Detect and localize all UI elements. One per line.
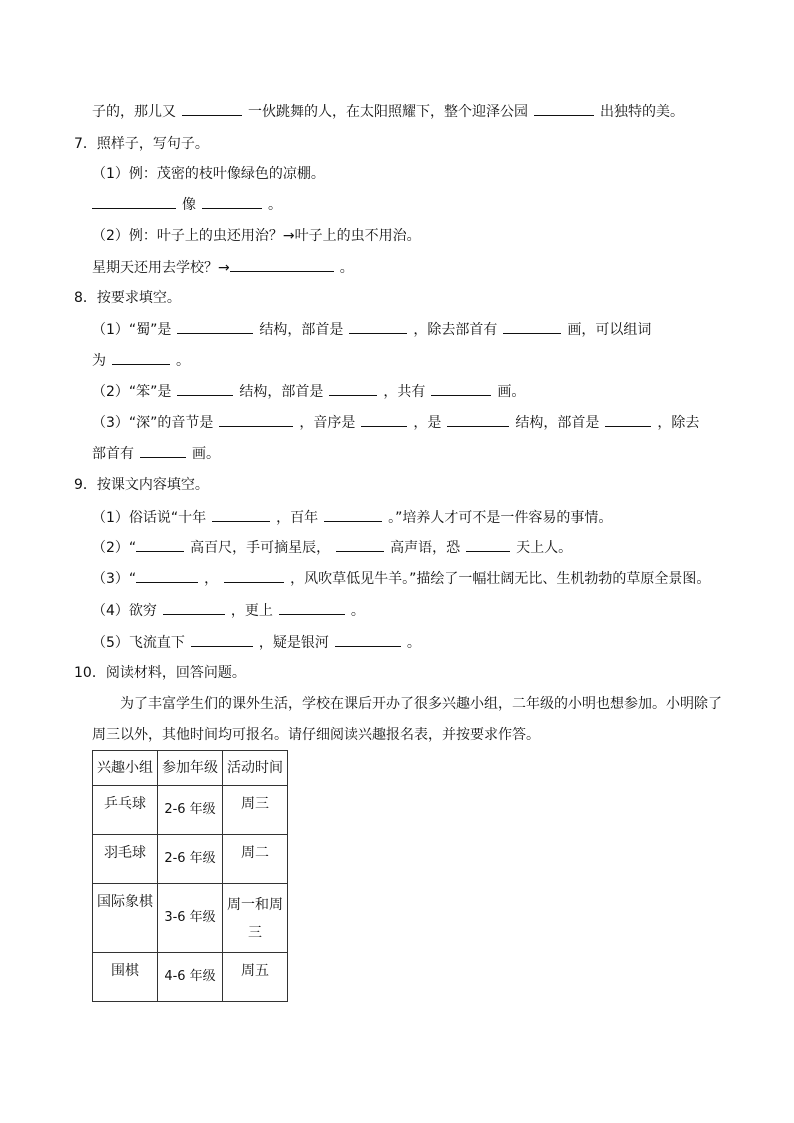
- answer-blank[interactable]: [335, 632, 401, 647]
- text-segment: （1）“蜀”是: [92, 322, 172, 338]
- text-segment: 。: [339, 260, 354, 276]
- answer-blank[interactable]: [466, 537, 510, 552]
- table-cell: 围棋: [93, 953, 158, 1002]
- answer-blank[interactable]: [224, 568, 284, 583]
- table-row: [93, 884, 288, 953]
- text-segment: 星期天还用去学校？→: [92, 260, 230, 276]
- text-segment: 结构，部首是: [259, 322, 344, 338]
- question-8-title: 8．按要求填空。: [74, 290, 181, 306]
- table-cell: 3-6 年级: [158, 884, 223, 953]
- q10-paragraph-line-1: 为了丰富学生们的课外生活，学校在课后开办了很多兴趣小组，二年级的小明也想参加。小明除了: [120, 696, 722, 712]
- text-segment: ，除去: [657, 415, 700, 431]
- q8-line-3: [92, 412, 699, 433]
- q7-answer-line-2: [92, 257, 354, 278]
- answer-blank[interactable]: [163, 600, 225, 615]
- text-segment: （3）“深”的音节是: [92, 415, 214, 431]
- text-segment: 部首有: [92, 446, 134, 462]
- table-cell: 羽毛球: [93, 835, 158, 884]
- table-header-cell: 活动时间: [223, 751, 288, 786]
- text-segment: ，共有: [383, 384, 426, 400]
- question-9-title: 9．按课文内容填空。: [74, 477, 209, 493]
- answer-blank[interactable]: [202, 194, 262, 209]
- q9-line-3: [92, 568, 710, 589]
- continuation-line: [92, 101, 684, 122]
- text-segment: 结构，部首是: [239, 384, 324, 400]
- q9-line-2: [92, 537, 572, 558]
- text-segment: ，是: [413, 415, 442, 431]
- table-cell: 国际象棋: [93, 884, 158, 953]
- answer-blank[interactable]: [177, 381, 233, 396]
- table-cell: 周三: [223, 786, 288, 835]
- text-segment: （2）“: [92, 540, 137, 556]
- text-segment: （4）欲穷: [92, 603, 157, 619]
- text-segment: ，: [204, 571, 219, 587]
- text-segment: 。”培养人才可不是一件容易的事情。: [388, 510, 613, 526]
- text-segment: 一伙跳舞的人，在太阳照耀下，整个迎泽公园: [248, 104, 528, 120]
- text-segment: ，音序是: [299, 415, 356, 431]
- text-segment: 。: [268, 197, 282, 213]
- answer-blank[interactable]: [534, 101, 594, 116]
- text-segment: ，百年: [276, 510, 319, 526]
- answer-blank[interactable]: [182, 101, 242, 116]
- text-segment: ，除去部首有: [413, 322, 498, 338]
- table-cell: 周五: [223, 953, 288, 1002]
- interest-group-table: [92, 750, 288, 1002]
- answer-blank[interactable]: [324, 507, 382, 522]
- answer-blank[interactable]: [177, 319, 253, 334]
- question-10-title: 10．阅读材料，回答问题。: [74, 665, 246, 681]
- table-row: [93, 786, 288, 835]
- answer-blank[interactable]: [279, 600, 345, 615]
- table-row: [93, 953, 288, 1002]
- question-7-title: 7．照样子，写句子。: [74, 136, 209, 152]
- text-segment: 画。: [192, 446, 220, 462]
- answer-blank[interactable]: [212, 507, 270, 522]
- table-cell: 2-6 年级: [158, 835, 223, 884]
- answer-blank[interactable]: [349, 319, 407, 334]
- text-segment: 天上人。: [516, 540, 573, 556]
- table-cell: 乒乓球: [93, 786, 158, 835]
- table-header-row: [93, 751, 288, 786]
- answer-blank[interactable]: [336, 537, 384, 552]
- answer-blank[interactable]: [136, 537, 184, 552]
- text-segment: 。: [176, 353, 190, 369]
- answer-blank[interactable]: [431, 381, 491, 396]
- text-segment: ，风吹草低见牛羊。”描绘了一幅壮阔无比、生机勃勃的草原全景图。: [290, 571, 711, 587]
- answer-blank[interactable]: [140, 443, 186, 458]
- q7-example-2: （2）例：叶子上的虫还用治？→叶子上的虫不用治。: [92, 228, 421, 244]
- text-segment: 子的，那儿又: [92, 104, 176, 120]
- text-segment: （5）飞流直下: [92, 635, 185, 651]
- table-header-cell: 参加年级: [158, 751, 223, 786]
- table-header-cell: 兴趣小组: [93, 751, 158, 786]
- q9-line-4: [92, 600, 365, 621]
- table-row: [93, 835, 288, 884]
- text-segment: 。: [350, 603, 365, 619]
- answer-blank[interactable]: [191, 632, 253, 647]
- answer-blank[interactable]: [329, 381, 377, 396]
- q9-line-5: [92, 632, 421, 653]
- q8-line-1b: [92, 350, 190, 371]
- answer-blank[interactable]: [219, 412, 293, 427]
- table-cell: 周二: [223, 835, 288, 884]
- answer-blank[interactable]: [503, 319, 561, 334]
- table-cell: 2-6 年级: [158, 786, 223, 835]
- answer-blank[interactable]: [112, 350, 170, 365]
- q7-answer-line-1: [92, 194, 282, 215]
- text-segment: ，疑是银河: [258, 635, 329, 651]
- text-segment: 高百尺，手可摘星辰，: [190, 540, 331, 556]
- text-segment: （2）“笨”是: [92, 384, 172, 400]
- answer-blank[interactable]: [92, 194, 176, 209]
- q8-line-1: [92, 319, 651, 340]
- answer-blank[interactable]: [136, 568, 198, 583]
- text-segment: 画。: [497, 384, 526, 400]
- q7-example-1: （1）例：茂密的枝叶像绿色的凉棚。: [92, 166, 325, 182]
- text-segment: 像: [182, 197, 196, 213]
- text-segment: 为: [92, 353, 106, 369]
- answer-blank[interactable]: [230, 257, 334, 272]
- text-segment: 出独特的美。: [600, 104, 684, 120]
- q9-line-1: [92, 507, 612, 528]
- text-segment: 高声语，恐: [390, 540, 461, 556]
- text-segment: 画，可以组词: [567, 322, 652, 338]
- answer-blank[interactable]: [605, 412, 651, 427]
- text-segment: （3）“: [92, 571, 137, 587]
- q8-line-2: [92, 381, 525, 402]
- text-segment: ，更上: [230, 603, 273, 619]
- q8-line-3b: [92, 443, 220, 464]
- q10-paragraph-line-2: 周三以外，其他时间均可报名。请仔细阅读兴趣报名表，并按要求作答。: [92, 727, 540, 743]
- answer-blank[interactable]: [361, 412, 407, 427]
- text-segment: 结构，部首是: [515, 415, 600, 431]
- table-cell: 4-6 年级: [158, 953, 223, 1002]
- text-segment: 。: [406, 635, 421, 651]
- table-cell: 周一和周三: [223, 884, 288, 953]
- answer-blank[interactable]: [447, 412, 509, 427]
- text-segment: （1）俗话说“十年: [92, 510, 207, 526]
